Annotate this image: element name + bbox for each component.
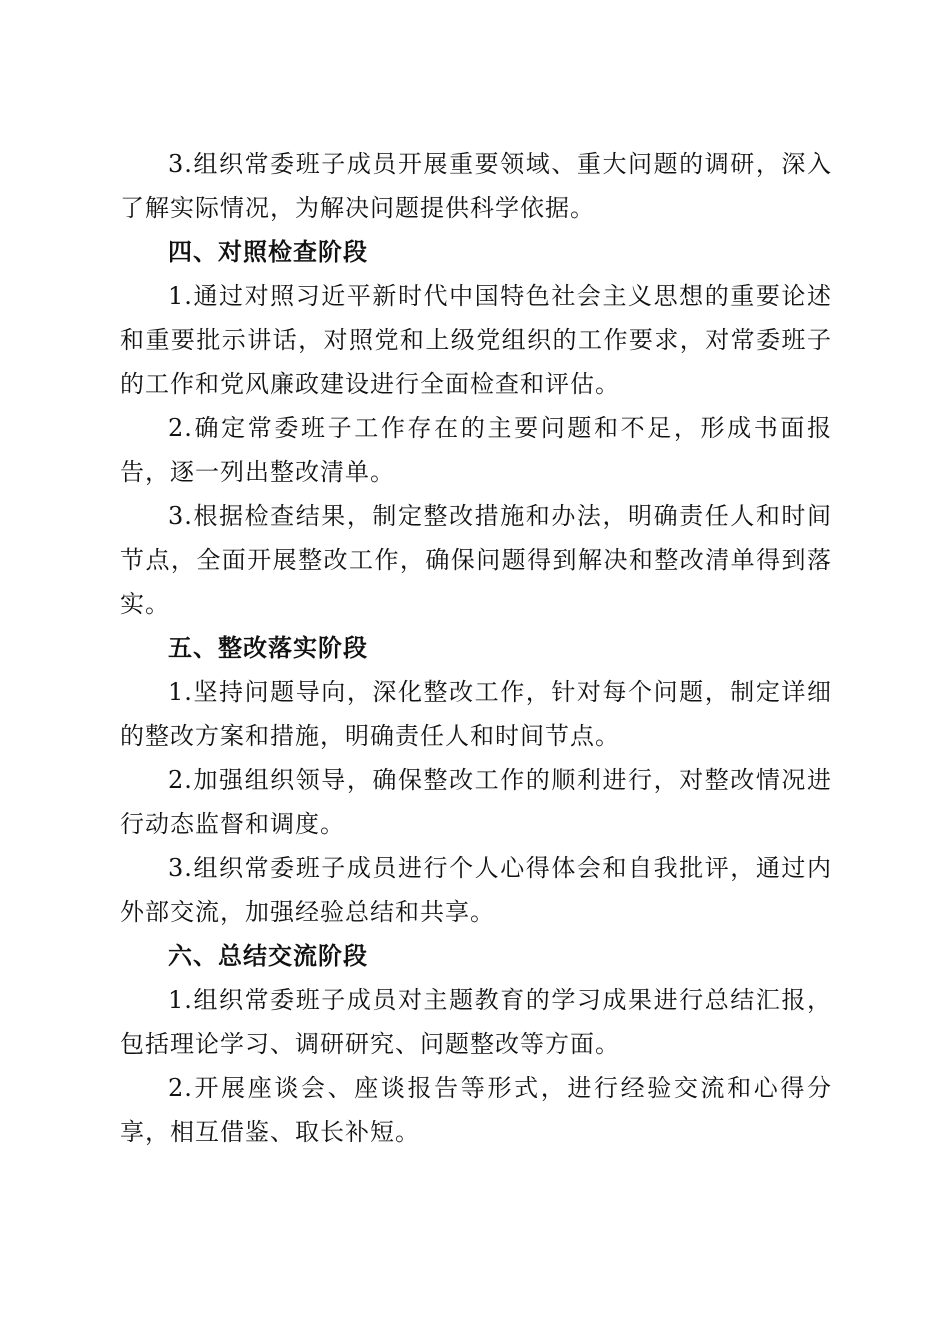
paragraph-stage5-item3: 3.组织常委班子成员进行个人心得体会和自我批评，通过内外部交流，加强经验总结和共享。 (120, 854, 832, 926)
section-heading-5: 五、整改落实阶段 (168, 634, 368, 662)
paragraph-stage4-item2: 2.确定常委班子工作存在的主要问题和不足，形成书面报告，逐一列出整改清单。 (120, 414, 832, 486)
paragraph-stage3-item3: 3.组织常委班子成员开展重要领域、重大问题的调研，深入了解实际情况，为解决问题提供科学依据。 (120, 150, 832, 222)
paragraph-stage4-item3: 3.根据检查结果，制定整改措施和办法，明确责任人和时间节点，全面开展整改工作，确保问题得到解决和整改清单得到落实。 (120, 502, 832, 618)
paragraph-stage5-item2: 2.加强组织领导，确保整改工作的顺利进行，对整改情况进行动态监督和调度。 (120, 766, 832, 838)
document-page (120, 142, 832, 1154)
section-heading-6: 六、总结交流阶段 (168, 942, 368, 970)
paragraph-stage4-item1: 1.通过对照习近平新时代中国特色社会主义思想的重要论述和重要批示讲话，对照党和上级党组织的工作要求，对常委班子的工作和党风廉政建设进行全面检查和评估。 (120, 282, 832, 398)
paragraph-stage5-item1: 1.坚持问题导向，深化整改工作，针对每个问题，制定详细的整改方案和措施，明确责任人和时间节点。 (120, 678, 832, 750)
paragraph-stage6-item2: 2.开展座谈会、座谈报告等形式，进行经验交流和心得分享，相互借鉴、取长补短。 (120, 1074, 832, 1146)
paragraph-stage6-item1: 1.组织常委班子成员对主题教育的学习成果进行总结汇报，包括理论学习、调研研究、问题整改等方面。 (120, 986, 832, 1058)
section-heading-4: 四、对照检查阶段 (168, 238, 368, 266)
